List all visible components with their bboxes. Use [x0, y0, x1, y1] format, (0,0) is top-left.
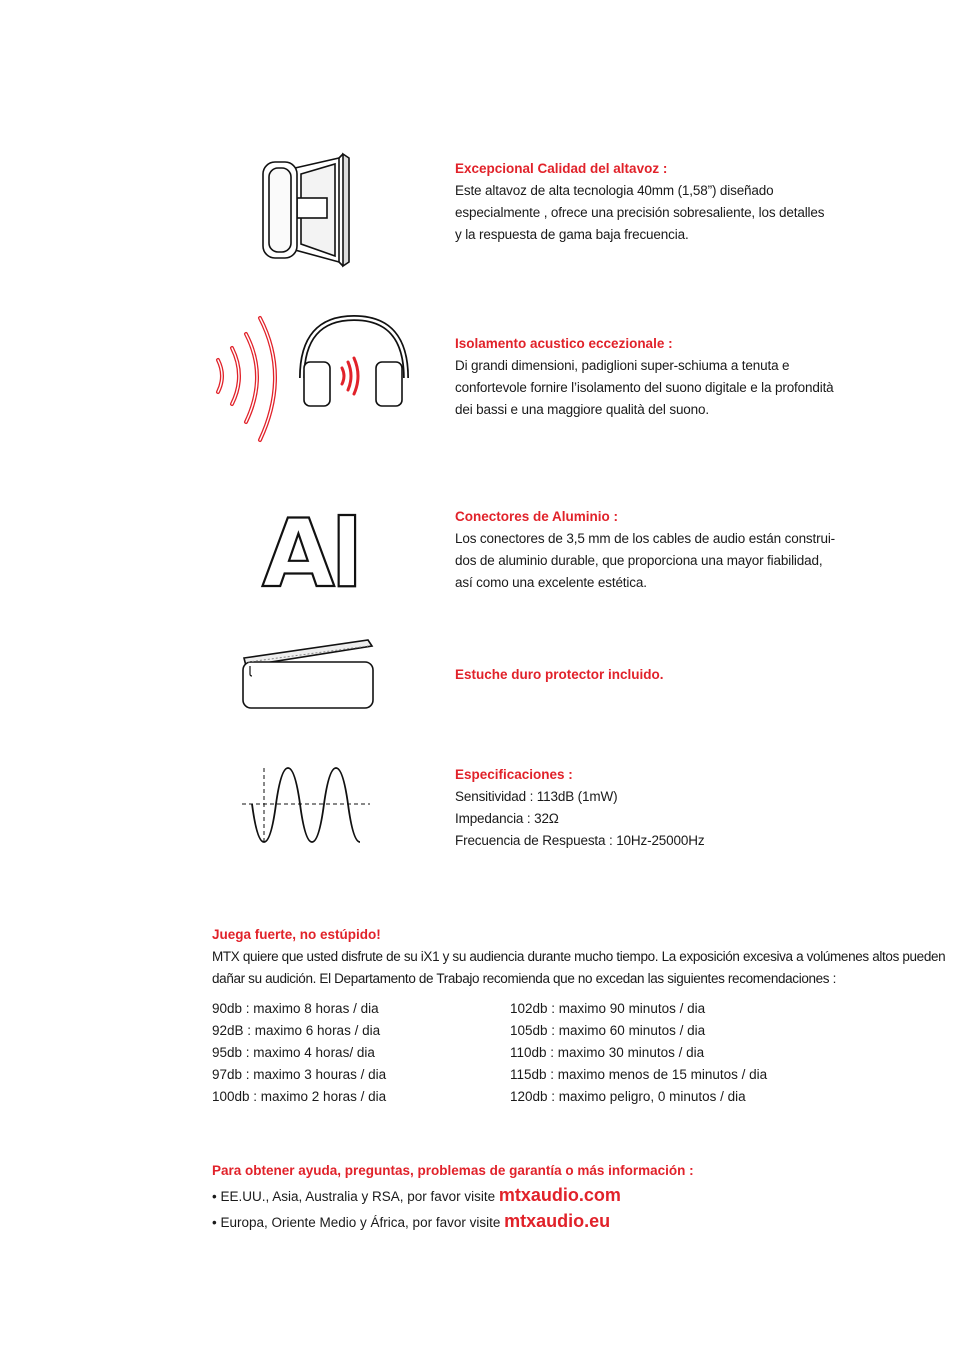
- help-heading: Para obtener ayuda, preguntas, problemas de garantía o más información :: [212, 1163, 694, 1178]
- feature-heading: Excepcional Calidad del altavoz :: [455, 161, 668, 176]
- feature-text: [455, 158, 835, 246]
- limits-column-right: [510, 998, 767, 1108]
- mtxaudio-eu-link[interactable]: mtxaudio.eu: [504, 1211, 611, 1231]
- feature-heading: Isolamento acustico eccezionale :: [455, 336, 673, 351]
- limit-row: 97db : maximo 3 houras / dia: [212, 1067, 387, 1082]
- sine-wave-icon: [240, 766, 372, 846]
- feature-isolation: [0, 312, 954, 452]
- limit-row: 105db : maximo 60 minutos / dia: [510, 1023, 706, 1038]
- feature-text: [455, 333, 835, 421]
- limit-row: 90db : maximo 8 horas / dia: [212, 1001, 379, 1016]
- feature-line: confortevole fornire l’isolamento del suono digitale e la profondità: [455, 380, 834, 395]
- limit-row: 120db : maximo peligro, 0 minutos / dia: [510, 1089, 746, 1104]
- help-line-eu: [212, 1208, 932, 1234]
- speaker-icon: [255, 150, 355, 270]
- limits-column-left: [212, 998, 386, 1108]
- limit-row: 115db : maximo menos de 15 minutos / dia: [510, 1067, 768, 1082]
- mtxaudio-com-link[interactable]: mtxaudio.com: [498, 1185, 621, 1205]
- feature-specifications: [0, 760, 954, 860]
- limit-row: 102db : maximo 90 minutos / dia: [510, 1001, 706, 1016]
- aluminium-symbol-text: Al: [262, 500, 359, 595]
- feature-aluminium-connectors: [0, 500, 954, 600]
- warning-line: dañar su audición. El Departamento de Trabajo recomienda que no excedan las siguientes recomendaciones :: [212, 971, 837, 986]
- feature-heading: Conectores de Aluminio :: [455, 509, 619, 524]
- feature-text: [455, 506, 835, 594]
- hard-case-icon: [240, 634, 376, 712]
- feature-heading: Estuche duro protector incluido.: [455, 667, 664, 682]
- spec-line: Frecuencia de Respuesta : 10Hz-25000Hz: [455, 833, 705, 848]
- help-us-text: • EE.UU., Asia, Australia y RSA, por favor visite: [212, 1189, 499, 1204]
- hearing-warning: [212, 924, 946, 990]
- feature-line: especialmente , ofrece una precisión sobresaliente, los detalles: [455, 205, 825, 220]
- aluminium-symbol-icon: [258, 500, 368, 595]
- limit-row: 100db : maximo 2 horas / dia: [212, 1089, 387, 1104]
- help-line-us: [212, 1182, 932, 1208]
- limit-row: 92dB : maximo 6 horas / dia: [212, 1023, 381, 1038]
- feature-line: Este altavoz de alta tecnologia 40mm (1,58”) diseñado: [455, 183, 774, 198]
- help-eu-text: • Europa, Oriente Medio y África, por favor visite: [212, 1215, 505, 1230]
- feature-line: dei bassi e una maggiore qualità del suono.: [455, 402, 709, 417]
- feature-speaker-quality: [0, 150, 954, 280]
- feature-line: así como una excelente estética.: [455, 575, 647, 590]
- warning-line: MTX quiere que usted disfrute de su iX1 y su audiencia durante mucho tiempo. La exposición excesiva a volúmenes altos pueden: [212, 949, 946, 964]
- warning-heading: Juega fuerte, no estúpido!: [212, 927, 381, 942]
- headphones-sound-icon: [210, 312, 410, 447]
- feature-text: [455, 664, 835, 686]
- feature-line: y la respuesta de gama baja frecuencia.: [455, 227, 689, 242]
- feature-line: Los conectores de 3,5 mm de los cables de audio están construi-: [455, 531, 836, 546]
- feature-text: [455, 764, 835, 852]
- spec-line: Impedancia : 32Ω: [455, 811, 559, 826]
- limit-row: 95db : maximo 4 horas/ dia: [212, 1045, 375, 1060]
- feature-hard-case: [0, 634, 954, 714]
- feature-heading: Especificaciones :: [455, 767, 573, 782]
- feature-line: dos de aluminio durable, que proporciona una mayor fiabilidad,: [455, 553, 823, 568]
- help-section: [212, 1160, 932, 1234]
- spec-line: Sensitividad : 113dB (1mW): [455, 789, 618, 804]
- feature-line: Di grandi dimensioni, padiglioni super-schiuma a tenuta e: [455, 358, 790, 373]
- limit-row: 110db : maximo 30 minutos / dia: [510, 1045, 705, 1060]
